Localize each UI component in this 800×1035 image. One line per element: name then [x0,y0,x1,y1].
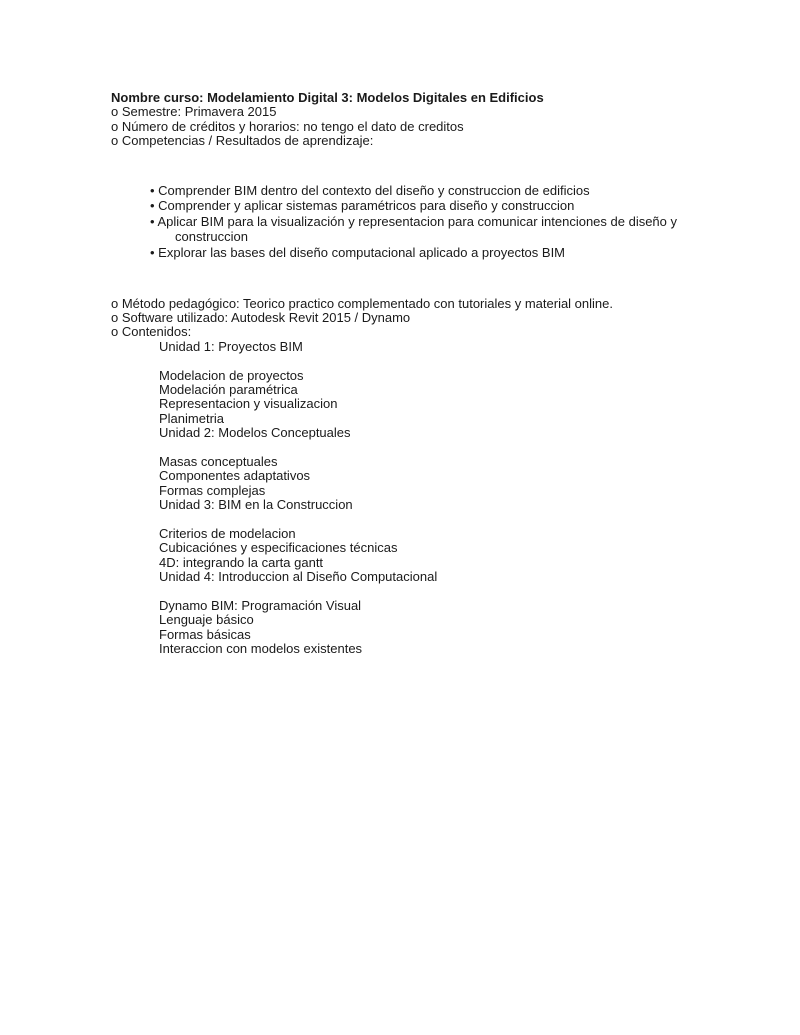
field-metodo-pedagogico: o Método pedagógico: Teorico practico complementado con tutoriales y material online. [111,295,613,311]
unit-3-items [159,527,740,570]
field-creditos-horarios: o Número de créditos y horarios: no tengo el dato de creditos [111,118,464,134]
competencia-item: • Comprender y aplicar sistemas paramétricos para diseño y construccion [150,198,705,214]
competencia-item: • Comprender BIM dentro del contexto del diseño y construccion de edificios [150,183,705,199]
field-contenidos-heading: o Contenidos: [111,324,192,340]
unit-item: Formas complejas [159,482,266,498]
unit-3-title: Unidad 3: BIM en la Construccion [159,497,353,513]
unit-2-items [159,455,740,498]
unit-4-items [159,599,740,657]
unit-1-title: Unidad 1: Proyectos BIM [159,338,303,354]
contenidos-sections [159,340,740,657]
unit-item: Representacion y visualizacion [159,396,338,412]
unit-item: Masas conceptuales [159,454,278,470]
unit-4-title: Unidad 4: Introduccion al Diseño Computacional [159,569,438,585]
unit-item: 4D: integrando la carta gantt [159,554,324,570]
unit-2-title: Unidad 2: Modelos Conceptuales [159,425,351,441]
field-competencias-heading: o Competencias / Resultados de aprendizaje: [111,133,374,149]
competencia-item: • Explorar las bases del diseño computacional aplicado a proyectos BIM [150,245,705,261]
unit-1-items [159,369,740,427]
unit-item: Cubicaciónes y especificaciones técnicas [159,540,398,556]
unit-item: Planimetria [159,410,225,426]
unit-item: Modelacion de proyectos [159,367,304,383]
competencias-list [150,183,705,261]
unit-item: Lenguaje básico [159,612,254,628]
unit-item: Dynamo BIM: Programación Visual [159,598,362,614]
unit-item: Componentes adaptativos [159,468,311,484]
unit-item: Modelación paramétrica [159,382,298,398]
unit-item: Formas básicas [159,626,251,642]
unit-item: Criterios de modelacion [159,526,296,542]
course-title: Nombre curso: Modelamiento Digital 3: Modelos Digitales en Edificios [111,90,544,105]
unit-item: Interaccion con modelos existentes [159,641,363,657]
competencia-item: • Aplicar BIM para la visualización y representacion para comunicar intenciones de diseño y construccion [150,214,705,245]
field-semestre: o Semestre: Primavera 2015 [111,104,277,120]
field-software: o Software utilizado: Autodesk Revit 2015 / Dynamo [111,310,411,325]
